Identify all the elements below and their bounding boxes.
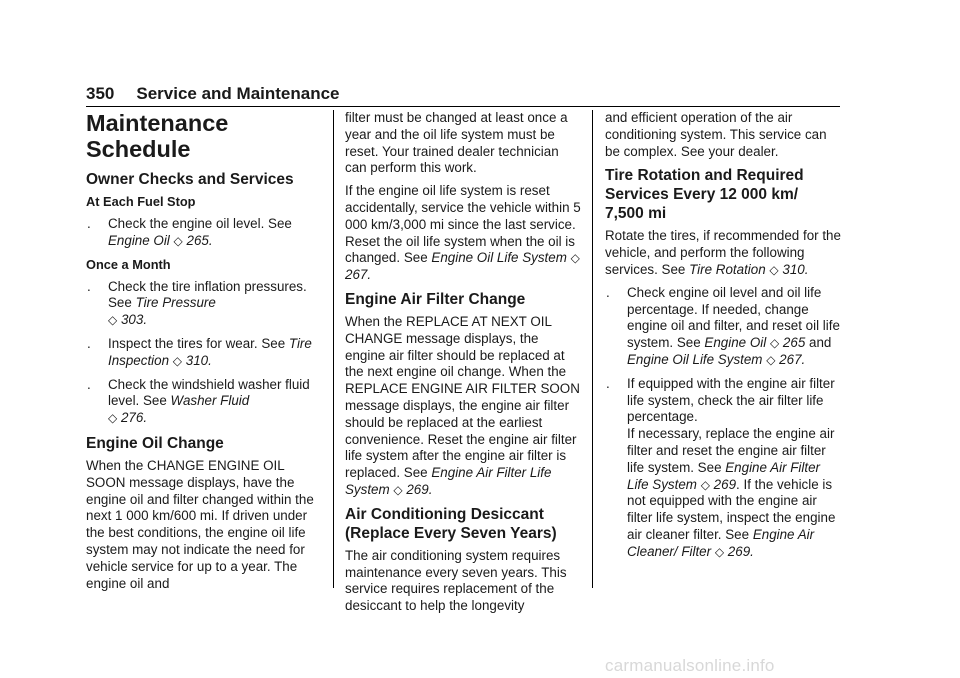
once-a-month-heading: Once a Month [86, 256, 171, 272]
list-item: . Inspect the tires for wear. See Tire Inspection ◇ 310. [87, 335, 312, 368]
watermark: carmanualsonline.info [605, 656, 775, 675]
column-1 [86, 110, 322, 598]
page-ref[interactable]: 267 [345, 267, 368, 283]
oil-reset-paragraph: If the engine oil life system is reset accidentally, service the vehicle within 5 000 km/3,000 mi since the last service. Reset the oil life system when the oil is changed. See Engine Oil Life System ◇ 267. [345, 183, 581, 283]
ac-desiccant-heading: Air Conditioning Desiccant (Replace Every Seven Years) [345, 505, 557, 542]
page-ref[interactable]: 269 [727, 543, 751, 559]
page-ref-icon: ◇ [766, 352, 776, 367]
air-filter-heading: Engine Air Filter Change [345, 290, 526, 308]
page-ref[interactable]: 269 [406, 481, 429, 497]
list-item: . Check the tire inflation pressures. See Tire Pressure ◇ 303. [87, 278, 307, 328]
header-rule [86, 106, 840, 107]
air-filter-life-system-link[interactable]: Engine Air Filter Life System [345, 465, 552, 497]
ac-desiccant-text-cont: and efficient operation of the air conditioning system. This service can be complex. See your dealer. [605, 110, 827, 159]
page-ref[interactable]: 303 [120, 312, 144, 328]
owner-checks-heading: Owner Checks and Services [86, 171, 294, 188]
page-ref-icon: ◇ [570, 251, 580, 266]
page-ref[interactable]: 276 [120, 410, 144, 426]
page-ref-icon: ◇ [173, 233, 183, 248]
air-filter-paragraph: When the REPLACE AT NEXT OIL CHANGE message displays, the engine air filter should be replaced at the next engine oil change. When the REPLACE ENGINE AIR FILTER SOON message displays, the engine air filter should be replaced at the earliest convenience. Reset the engine air filter life system after the engine air filter is replaced. See Engine Air Filter Life System ◇ 269. [345, 313, 580, 497]
list-item: . Check the engine oil level. See Engine Oil ◇ 265. [87, 216, 292, 248]
page-ref-icon: ◇ [108, 313, 118, 328]
page-ref[interactable]: 265 [186, 232, 209, 248]
page-ref[interactable]: 267 [779, 351, 802, 367]
page-header [86, 84, 340, 104]
page-ref[interactable]: 269 [713, 476, 737, 492]
column-2 [345, 110, 581, 621]
page-ref-icon: ◇ [700, 477, 710, 492]
ac-desiccant-text: The air conditioning system requires maintenance every seven years. This service requires replacement of the desiccant to help the longevity [345, 547, 567, 614]
tire-pressure-link[interactable]: Tire Pressure [135, 295, 216, 311]
engine-oil-link[interactable]: Engine Oil [704, 335, 767, 351]
page-ref-icon: ◇ [769, 262, 779, 277]
page-ref[interactable]: 310 [185, 352, 209, 368]
oil-change-text: When the CHANGE ENGINE OIL SOON message displays, have the engine oil and filter changed within the next 1 000 km/600 mi. If driven under the best conditions, the engine oil life system may not indicate the need for vehicle service for up to a year. The engine oil and [86, 457, 314, 591]
engine-oil-life-system-link[interactable]: Engine Oil Life System [431, 250, 567, 266]
page-ref-icon: ◇ [108, 411, 118, 426]
column-divider [333, 110, 334, 588]
air-filter-life-system-link[interactable]: Engine Air Filter Life System [627, 459, 821, 492]
list-item: . Check engine oil level and oil life percentage. If needed, change engine oil and filter, and reset oil life system. See Engine Oil ◇ 265 and Engine Oil Life System ◇ 267. [606, 284, 840, 367]
bullet: . [87, 216, 91, 231]
bullet: . [87, 278, 91, 294]
washer-fluid-link[interactable]: Washer Fluid [170, 393, 250, 409]
tire-rotation-heading: Tire Rotation and Required Services Every 12 000 km/ 7,500 mi [605, 167, 804, 223]
page-ref-icon: ◇ [172, 353, 183, 368]
engine-oil-change-heading: Engine Oil Change [86, 434, 224, 452]
tire-rotation-link[interactable]: Tire Rotation [689, 261, 766, 277]
bullet: . [606, 375, 610, 391]
page-ref[interactable]: 265 [782, 335, 806, 351]
list-item: . If equipped with the engine air filter life system, check the air filter life percentage. If necessary, replace the engine air filter and reset the engine air filter life system. See Engine Air Filter Life System ◇ 269. If the vehicle is not equipped with the engine air filter life system, inspect the engine air cleaner filter. See Engine Air Cleaner/ Filter ◇ 269. [606, 375, 836, 559]
oil-change-text-cont: filter must be changed at least once a year and the oil life system must be reset. Your trained dealer technician can perform this work. [345, 110, 568, 176]
tire-rotation-paragraph: Rotate the tires, if recommended for the vehicle, and perform the following services. See Tire Rotation ◇ 310. [605, 228, 841, 277]
engine-oil-life-system-link[interactable]: Engine Oil Life System [627, 351, 763, 367]
bullet: . [87, 335, 91, 351]
bullet: . [606, 284, 610, 300]
list-item: . Check the windshield washer fluid level. See Washer Fluid ◇ 276. [87, 376, 310, 426]
air-cleaner-filter-link[interactable]: Engine Air Cleaner/ Filter [627, 526, 815, 559]
page-ref-icon: ◇ [714, 544, 725, 559]
page-ref-icon: ◇ [769, 336, 780, 351]
column-divider [592, 110, 593, 588]
page-ref[interactable]: 310 [782, 261, 805, 277]
section-title: Service and Maintenance [136, 84, 340, 103]
page-number: 350 [86, 84, 115, 103]
page-title: Maintenance Schedule [86, 110, 229, 162]
fuel-stop-heading: At Each Fuel Stop [86, 194, 196, 209]
column-3 [605, 110, 841, 568]
bullet: . [87, 376, 91, 392]
engine-oil-link[interactable]: Engine Oil [108, 232, 170, 248]
tire-inspection-link[interactable]: Tire Inspection [108, 335, 312, 368]
page-ref-icon: ◇ [393, 482, 403, 497]
